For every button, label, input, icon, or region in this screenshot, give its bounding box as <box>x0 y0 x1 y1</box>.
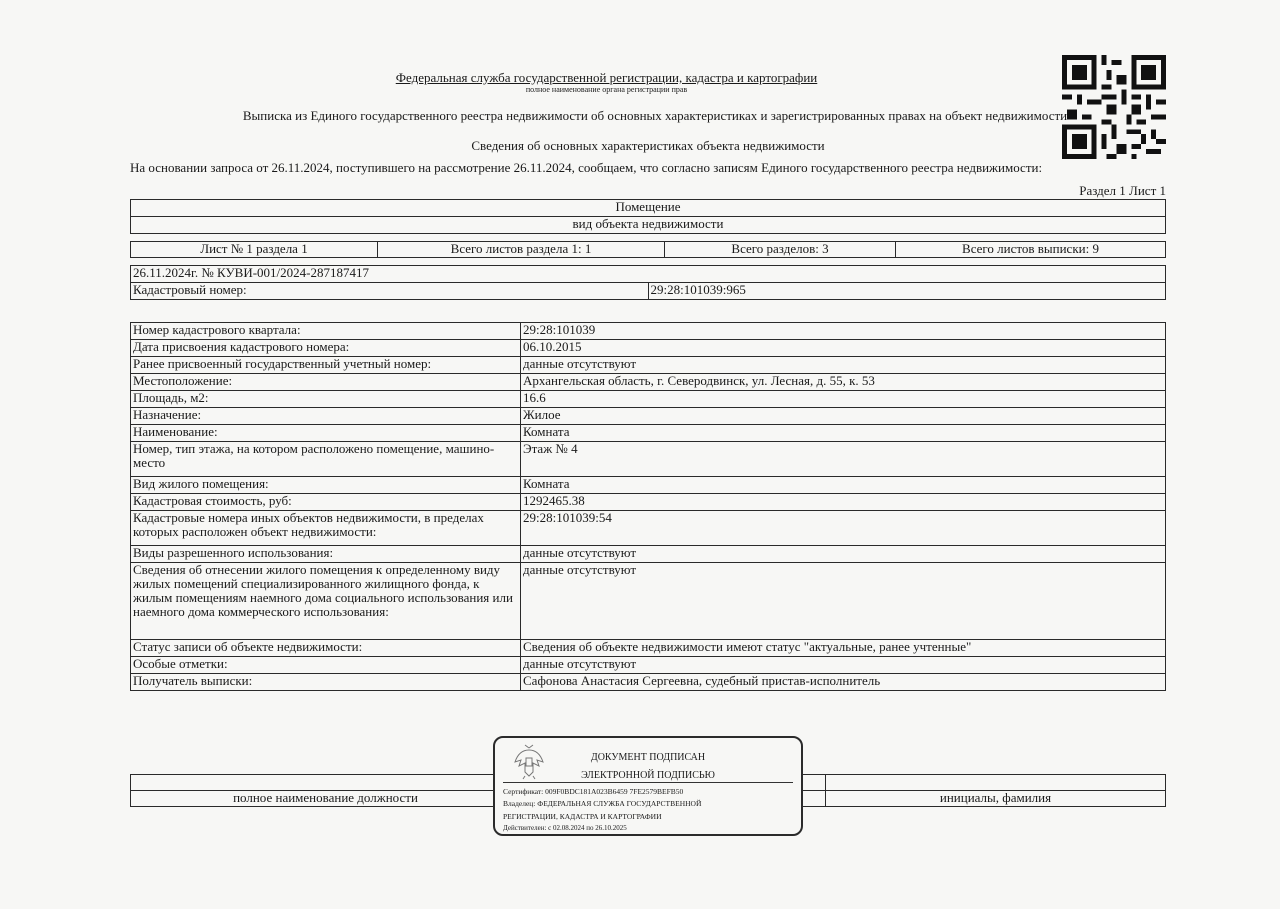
table-row <box>131 374 1166 391</box>
table-row <box>131 640 1166 657</box>
row-label: Сведения об отнесении жилого помещения к определенному виду жилых помещений специализированного жилищного фонда, к жилым помещениям наемного дома социального использования или наемного дома коммерческого использования: <box>131 563 521 640</box>
position-caption: полное наименование должности <box>131 791 521 807</box>
object-type-caption: вид объекта недвижимости <box>131 217 1166 234</box>
row-label: Статус записи об объекте недвижимости: <box>131 640 521 657</box>
total-sheets-extract: Всего листов выписки: 9 <box>896 242 1166 258</box>
row-value: 1292465.38 <box>521 494 1166 511</box>
registration-table <box>130 265 1166 300</box>
table-row <box>131 340 1166 357</box>
row-value: Архангельская область, г. Северодвинск, ул. Лесная, д. 55, к. 53 <box>521 374 1166 391</box>
row-value: Этаж № 4 <box>521 442 1166 477</box>
row-label: Кадастровая стоимость, руб: <box>131 494 521 511</box>
row-value: 29:28:101039:54 <box>521 511 1166 546</box>
row-label: Площадь, м2: <box>131 391 521 408</box>
stamp-certificate: Сертификат: 009F0BDC181A023B6459 7FE2579BEFB50 <box>503 787 684 796</box>
sheet-label: Раздел 1 Лист 1 <box>1079 183 1166 198</box>
row-label: Ранее присвоенный государственный учетный номер: <box>131 357 521 374</box>
object-type-value: Помещение <box>131 200 1166 217</box>
table-row <box>131 494 1166 511</box>
table-row <box>131 546 1166 563</box>
cadastral-number-value: 29:28:101039:965 <box>648 283 1166 300</box>
registration-number: 26.11.2024г. № КУВИ-001/2024-287187417 <box>131 266 1166 283</box>
row-value: Сведения об объекте недвижимости имеют статус "актуальные, ранее учтенные" <box>521 640 1166 657</box>
request-line: На основании запроса от 26.11.2024, поступившего на рассмотрение 26.11.2024, сообщаем, что согласно записям Единого государственного реестра недвижимости: <box>130 160 1043 175</box>
table-row <box>131 391 1166 408</box>
table-row <box>131 674 1166 691</box>
cadastral-number-label: Кадастровый номер: <box>131 283 649 300</box>
row-value: данные отсутствуют <box>521 546 1166 563</box>
electronic-signature-stamp <box>493 736 803 836</box>
table-row <box>131 408 1166 425</box>
row-label: Вид жилого помещения: <box>131 477 521 494</box>
stamp-owner-2: РЕГИСТРАЦИИ, КАДАСТРА И КАРТОГРАФИИ <box>503 812 662 821</box>
sheet-number: Лист № 1 раздела 1 <box>131 242 378 258</box>
row-label: Кадастровые номера иных объектов недвижимости, в пределах которых расположен объект недвижимости: <box>131 511 521 546</box>
total-sheets-section: Всего листов раздела 1: 1 <box>378 242 665 258</box>
table-row <box>131 657 1166 674</box>
org-caption: полное наименование органа регистрации прав <box>525 85 688 94</box>
characteristics-table <box>130 322 1166 691</box>
stamp-line-2: ЭЛЕКТРОННОЙ ПОДПИСЬЮ <box>581 770 715 781</box>
table-row <box>131 511 1166 546</box>
total-sections: Всего разделов: 3 <box>665 242 896 258</box>
sheets-table <box>130 241 1166 258</box>
row-value: данные отсутствуют <box>521 563 1166 640</box>
row-value: Комната <box>521 477 1166 494</box>
row-value: Жилое <box>521 408 1166 425</box>
row-label: Назначение: <box>131 408 521 425</box>
table-row <box>131 425 1166 442</box>
row-value: данные отсутствуют <box>521 657 1166 674</box>
row-value: 16.6 <box>521 391 1166 408</box>
section-title: Сведения об основных характеристиках объекта недвижимости <box>471 138 825 153</box>
table-row <box>131 323 1166 340</box>
row-label: Номер кадастрового квартала: <box>131 323 521 340</box>
row-label: Номер, тип этажа, на котором расположено помещение, машино-место <box>131 442 521 477</box>
document-title: Выписка из Единого государственного реестра недвижимости об основных характеристиках и зарегистрированных правах на объект недвижимости <box>242 108 1068 123</box>
row-value: Сафонова Анастасия Сергеевна, судебный пристав-исполнитель <box>521 674 1166 691</box>
table-row <box>131 357 1166 374</box>
row-value: 06.10.2015 <box>521 340 1166 357</box>
row-label: Дата присвоения кадастрового номера: <box>131 340 521 357</box>
name-caption: инициалы, фамилия <box>826 791 1166 807</box>
table-row <box>131 442 1166 477</box>
stamp-owner: Владелец: ФЕДЕРАЛЬНАЯ СЛУЖБА ГОСУДАРСТВЕННОЙ <box>503 799 702 808</box>
row-value: Комната <box>521 425 1166 442</box>
table-row <box>131 477 1166 494</box>
row-label: Виды разрешенного использования: <box>131 546 521 563</box>
row-label: Получатель выписки: <box>131 674 521 691</box>
stamp-line-1: ДОКУМЕНТ ПОДПИСАН <box>590 752 706 763</box>
table-row <box>131 563 1166 640</box>
row-label: Местоположение: <box>131 374 521 391</box>
row-label: Особые отметки: <box>131 657 521 674</box>
object-type-table <box>130 199 1166 234</box>
stamp-valid: Действителен: с 02.08.2024 по 26.10.2025 <box>503 824 627 832</box>
row-value: 29:28:101039 <box>521 323 1166 340</box>
org-name: Федеральная служба государственной регистрации, кадастра и картографии <box>395 70 818 85</box>
row-value: данные отсутствуют <box>521 357 1166 374</box>
row-label: Наименование: <box>131 425 521 442</box>
